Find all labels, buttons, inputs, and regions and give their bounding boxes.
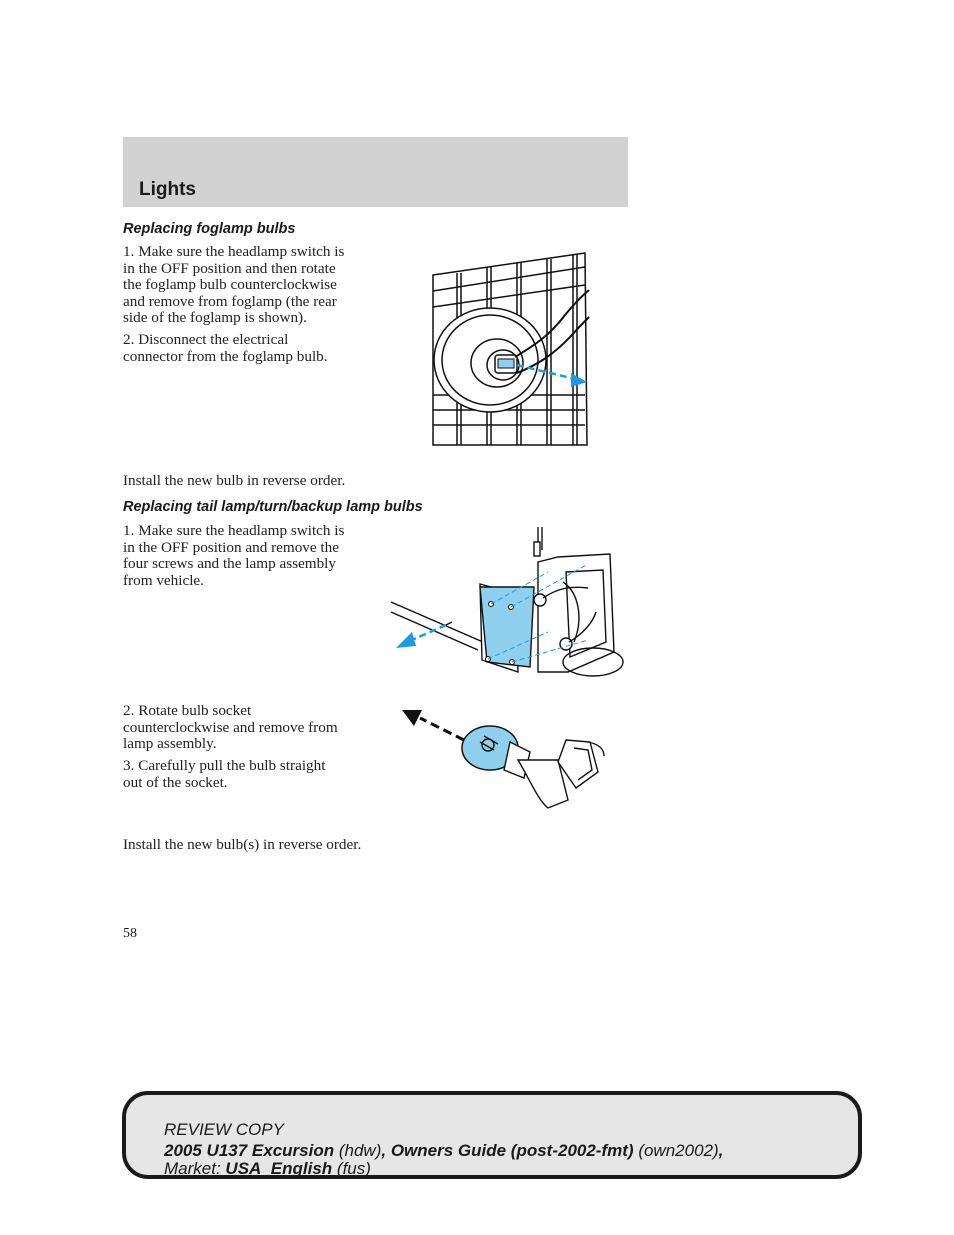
text-line: 1. Make sure the headlamp switch is: [123, 522, 345, 539]
foglamp-step-1: [123, 244, 344, 327]
text-line: 3. Carefully pull the bulb straight: [123, 757, 326, 774]
foglamp-step-2: [123, 332, 328, 365]
footer-model-line: [164, 1142, 723, 1160]
footer-market: USA_English: [225, 1159, 333, 1178]
foglamp-illustration: [425, 245, 590, 465]
footer-separator: ,: [381, 1141, 391, 1160]
text-line: in the OFF position and then rotate: [123, 259, 336, 277]
text-line: connector from the foglamp bulb.: [123, 347, 328, 365]
taillamp-step-1: [123, 523, 344, 589]
section-title: Lights: [139, 179, 196, 200]
footer-model: 2005 U137 Excursion: [164, 1141, 335, 1160]
bulb-socket-illustration: [398, 700, 608, 818]
text-line: side of the foglamp is shown).: [123, 309, 307, 327]
footer-guide: Owners Guide (post-2002-fmt): [390, 1141, 634, 1160]
section-header-band: [123, 137, 628, 207]
text-line: 1. Make sure the headlamp switch is: [123, 243, 345, 260]
taillamp-install-note: Install the new bulb(s) in reverse order.: [123, 836, 362, 853]
taillamp-assembly-illustration: [388, 522, 628, 692]
footer-market-line: [164, 1160, 371, 1178]
text-line: out of the socket.: [123, 773, 228, 791]
footer-review-copy: REVIEW COPY: [164, 1120, 284, 1139]
taillamp-step-2: [123, 703, 338, 753]
text-line: and remove from foglamp (the rear: [123, 292, 337, 310]
review-copy-footer: [122, 1091, 862, 1179]
taillamp-heading: Replacing tail lamp/turn/backup lamp bulbs: [123, 499, 423, 515]
text-line: the foglamp bulb counterclockwise: [123, 276, 337, 294]
footer-market-label: Market:: [164, 1159, 221, 1178]
footer-guide-code: (own2002): [638, 1141, 719, 1160]
taillamp-step-3: [123, 758, 325, 791]
text-line: 2. Disconnect the electrical: [123, 331, 289, 348]
footer-model-code: (hdw): [338, 1141, 382, 1160]
text-line: four screws and the lamp assembly: [123, 555, 336, 573]
text-line: lamp assembly.: [123, 735, 217, 753]
text-line: counterclockwise and remove from: [123, 718, 338, 736]
foglamp-install-note: Install the new bulb in reverse order.: [123, 472, 346, 489]
text-line: from vehicle.: [123, 571, 204, 589]
footer-market-code: (fus): [336, 1159, 371, 1178]
footer-comma: ,: [718, 1141, 724, 1160]
text-line: in the OFF position and remove the: [123, 538, 339, 556]
foglamp-heading: Replacing foglamp bulbs: [123, 221, 296, 237]
page-number: 58: [123, 926, 137, 941]
text-line: 2. Rotate bulb socket: [123, 702, 252, 719]
